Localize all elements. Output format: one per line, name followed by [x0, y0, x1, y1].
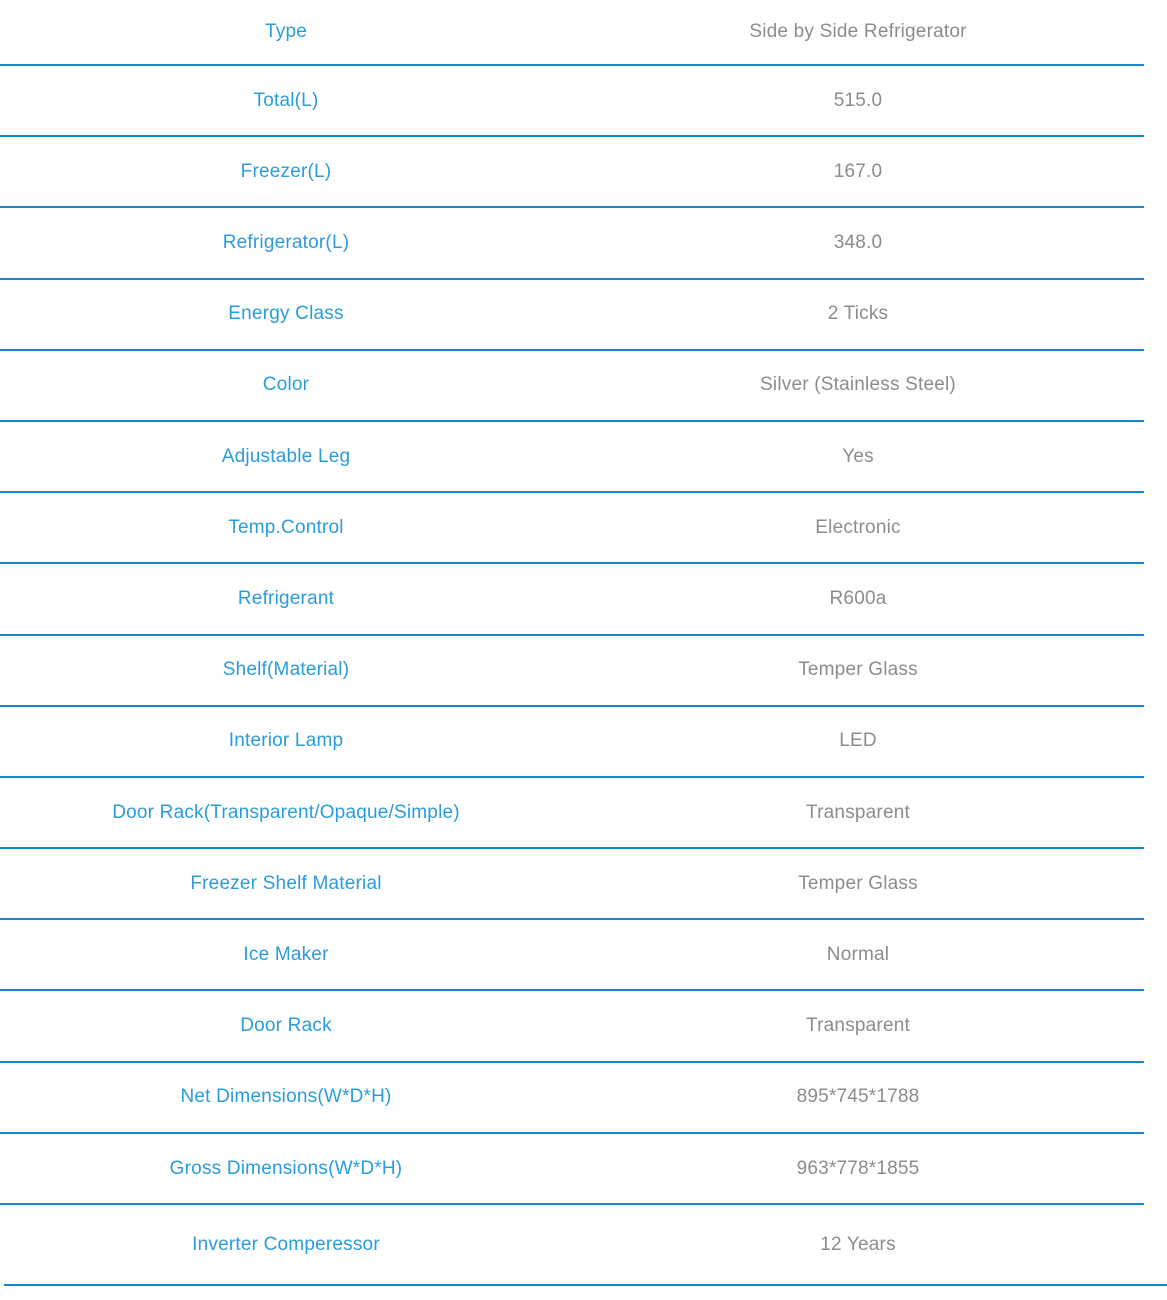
spec-value: Temper Glass	[798, 659, 918, 681]
spec-row	[0, 564, 1144, 635]
spec-value: Transparent	[806, 801, 910, 823]
spec-label: Door Rack(Transparent/Opaque/Simple)	[112, 801, 460, 823]
spec-value: LED	[839, 730, 877, 752]
spec-label: Type	[265, 21, 307, 43]
spec-label: Shelf(Material)	[222, 659, 350, 681]
spec-value: Side by Side Refrigerator	[749, 21, 967, 43]
spec-label: Energy Class	[228, 303, 344, 325]
spec-label: Refrigerator(L)	[222, 232, 350, 254]
spec-label: Gross Dimensions(W*D*H)	[169, 1157, 403, 1179]
spec-row	[0, 849, 1144, 920]
spec-row	[0, 493, 1144, 564]
spec-label: Net Dimensions(W*D*H)	[180, 1086, 392, 1108]
spec-row	[0, 66, 1144, 137]
spec-label: Freezer Shelf Material	[190, 872, 382, 894]
spec-row	[0, 422, 1144, 493]
spec-row	[0, 778, 1144, 849]
bottom-gap	[0, 1286, 1167, 1300]
spec-label: Door Rack	[240, 1015, 332, 1037]
spec-value: Silver (Stainless Steel)	[760, 374, 956, 396]
spec-row	[0, 351, 1144, 422]
spec-value: R600a	[829, 588, 887, 610]
spec-row	[0, 280, 1144, 351]
spec-row	[0, 707, 1144, 778]
spec-value: Temper Glass	[798, 872, 918, 894]
spec-value: 515.0	[833, 89, 883, 111]
spec-label: Total(L)	[253, 89, 319, 111]
spec-value: Yes	[842, 445, 874, 467]
spec-row	[0, 0, 1144, 66]
spec-row	[0, 991, 1144, 1062]
spec-value: Normal	[826, 943, 890, 965]
spec-label: Interior Lamp	[228, 730, 344, 752]
spec-value: 963*778*1855	[796, 1157, 920, 1179]
spec-row	[0, 1134, 1144, 1205]
spec-value: 2 Ticks	[827, 303, 889, 325]
spec-value: 167.0	[833, 160, 883, 182]
spec-label: Inverter Comperessor	[192, 1233, 380, 1255]
spec-row	[0, 1205, 1144, 1284]
spec-row	[0, 636, 1144, 707]
spec-label: Adjustable Leg	[221, 445, 351, 467]
spec-value: Electronic	[815, 516, 901, 538]
spec-row	[0, 208, 1144, 279]
spec-value: 895*745*1788	[796, 1086, 920, 1108]
spec-row	[0, 1063, 1144, 1134]
spec-label: Refrigerant	[237, 588, 335, 610]
spec-row	[0, 920, 1144, 991]
spec-value: 348.0	[833, 232, 883, 254]
spec-value: 12 Years	[820, 1233, 896, 1255]
spec-value: Transparent	[806, 1015, 910, 1037]
spec-label: Freezer(L)	[240, 160, 332, 182]
spec-label: Temp.Control	[228, 516, 344, 538]
spec-label: Color	[262, 374, 310, 396]
spec-label: Ice Maker	[243, 943, 329, 965]
spec-row	[0, 137, 1144, 208]
